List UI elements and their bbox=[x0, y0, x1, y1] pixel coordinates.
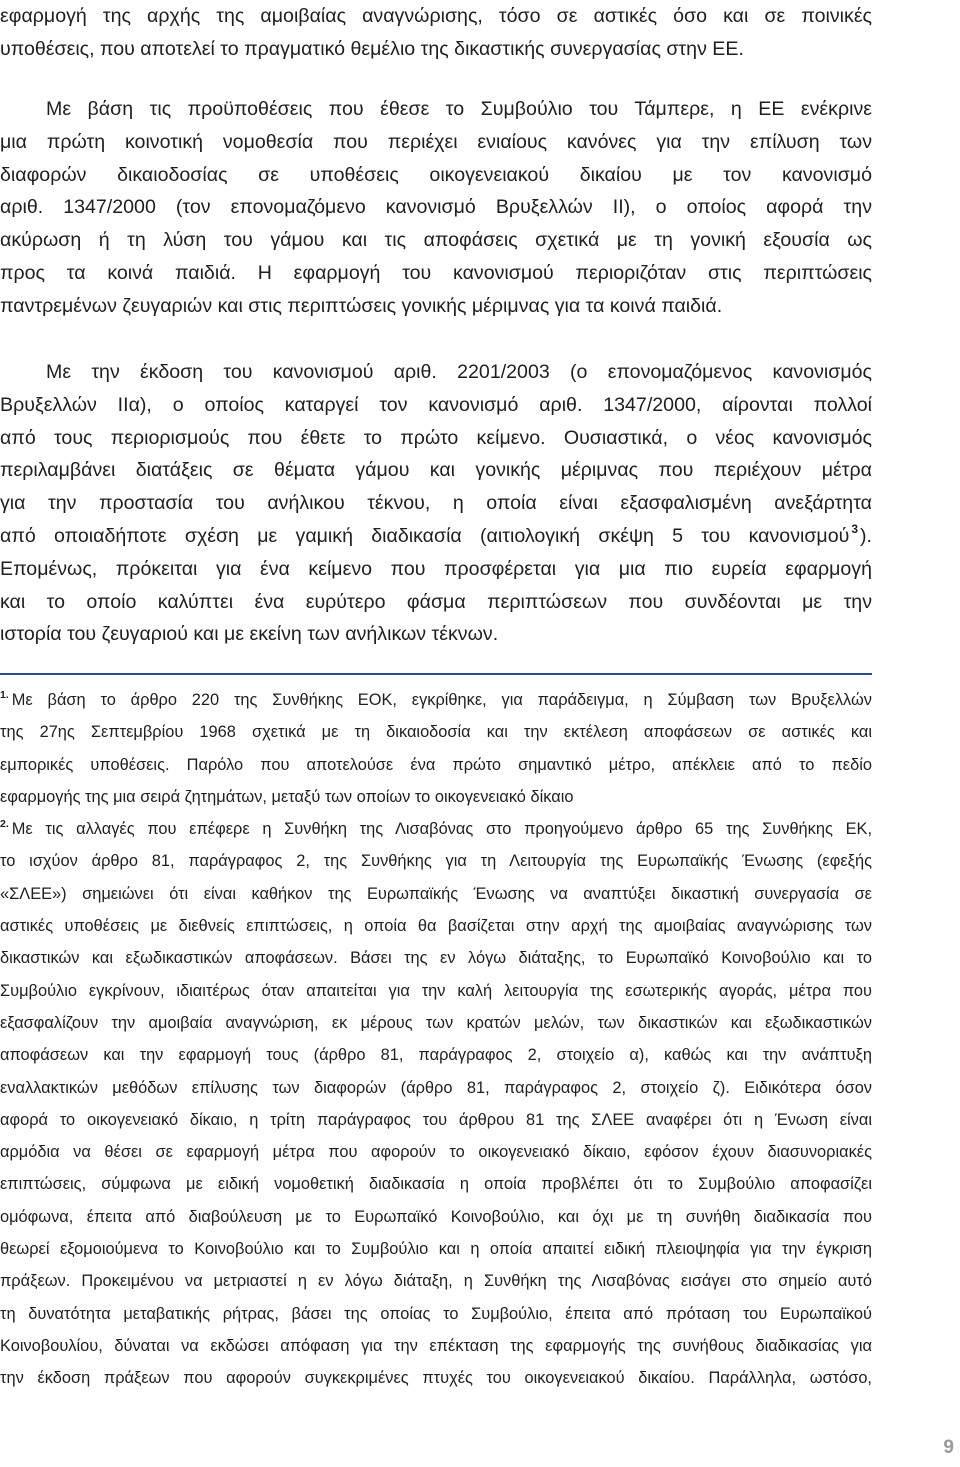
footnote-line: Κοινοβουλίου, δύναται να εκδώσει απόφαση για την επέκταση της εφαρμογής της συνήθους διαδικασίας για bbox=[0, 1336, 872, 1355]
text-line: από τους περιορισμούς που έθετε το πρώτο κείμενο. Ουσιαστικά, ο νέος κανονισμός bbox=[0, 426, 872, 449]
footnote-line: τη δυνατότητα μεταβατικής ρήτρας, βάσει της οποίας το Συμβούλιο, έπειτα από πρόταση του Ευρωπαϊκού bbox=[0, 1304, 872, 1323]
footnote-line: την έκδοση πράξεων που αφορούν συγκεκριμένες πτυχές του οικογενειακού δικαίου. Παράλληλα, ωστόσο, bbox=[0, 1369, 872, 1388]
footnote-line: αφορά το οικογενειακό δίκαιο, η τρίτη παράγραφος του άρθρου 81 της ΣΛΕΕ αναφέρει ότι η Ένωση είναι bbox=[0, 1110, 872, 1129]
footnote-line: εμπορικές υποθέσεις. Παρόλο που αποτελούσε ένα πρώτο σημαντικό μέτρο, απέκλειε από το πεδίο bbox=[0, 755, 872, 774]
text-line: ακύρωση ή τη λύση του γάμου και τις αποφάσεις σχετικά με τη γονική εξουσία ως bbox=[0, 229, 872, 252]
footnote-2-line bbox=[0, 813, 872, 845]
page-number: 9 bbox=[943, 1437, 954, 1458]
text-line: διαφορών δικαιοδοσίας σε υποθέσεις οικογενειακού δικαίου με τον κανονισμό bbox=[0, 163, 872, 186]
text-line: μια πρώτη κοινοτική νομοθεσία που περιέχει ενιαίους κανόνες για την επίλυση των bbox=[0, 130, 872, 153]
text-line-with-reference bbox=[0, 520, 872, 553]
footnote-2-mark: 2. bbox=[0, 818, 9, 831]
footnote-line: αστικές υποθέσεις με διεθνείς επιπτώσεις, η οποία θα βασίζεται στην αρχή της αμοιβαίας αναγνώρισης των bbox=[0, 917, 872, 936]
paragraph-tampere bbox=[0, 93, 872, 323]
footnote-line: το ισχύον άρθρο 81, παράγραφος 2, της Συνθήκης για τη Λειτουργία της Ευρωπαϊκής Ένωσης (εφεξής bbox=[0, 852, 872, 871]
footnote-line: επιπτώσεις, σύμφωνα με ειδική νομοθετική διαδικασία η οποία προβλέπει ότι το Συμβούλιο αποφασίζει bbox=[0, 1175, 872, 1194]
footnote-1-line bbox=[0, 684, 872, 716]
text-line: προς τα κοινά παιδιά. Η εφαρμογή του κανονισμού περιοριζόταν στις περιπτώσεις bbox=[0, 261, 872, 284]
footnote-line: δικαστικών και εξωδικαστικών αποφάσεων. Βάσει της εν λόγω διάταξης, το Ευρωπαϊκό Κοινοβούλιο και το bbox=[0, 949, 872, 968]
text-line: υποθέσεις, που αποτελεί το πραγματικό θεμέλιο της δικαστικής συνεργασίας στην ΕΕ. bbox=[0, 37, 744, 60]
text-line: ιστορία του ζευγαριού και με εκείνη των ανήλικων τέκνων. bbox=[0, 623, 499, 646]
text-line: αριθ. 1347/2000 (τον επονομαζόμενο κανονισμό Βρυξελλών ΙΙ), ο οποίος αφορά την bbox=[0, 196, 872, 219]
text-fragment: Με βάση το άρθρο 220 της Συνθήκης ΕΟΚ, εγκρίθηκε, για παράδειγμα, η Σύμβαση των Βρυξελλών bbox=[11, 691, 872, 709]
footnote-line: «ΣΛΕΕ») σημειώνει ότι είναι καθήκον της Ευρωπαϊκής Ένωσης να αναπτύξει δικαστική συνεργασία σε bbox=[0, 884, 872, 903]
footnote-line: θεωρεί εξομοιούμενα το Κοινοβούλιο και το Συμβούλιο και η οποία απαιτεί ειδική πλειοψηφία για την έγκριση bbox=[0, 1240, 872, 1259]
text-fragment: ). bbox=[860, 524, 872, 547]
text-line: Βρυξελλών ΙΙα), ο οποίος καταργεί τον κανονισμό αριθ. 1347/2000, αίρονται πολλοί bbox=[0, 393, 872, 416]
text-fragment: Με τις αλλαγές που επέφερε η Συνθήκη της Λισαβόνας στο προηγούμενο άρθρο 65 της Συνθήκης ΕΚ, bbox=[11, 820, 872, 839]
footnotes bbox=[0, 684, 872, 1395]
footnote-line: αρμόδια να θέσει σε εφαρμογή μέτρα που αφορούν το οικογενειακό δίκαιο, εφόσον έχουν διασυνοριακές bbox=[0, 1143, 872, 1162]
text-line: Με την έκδοση του κανονισμού αριθ. 2201/2003 (ο επονομαζόμενος κανονισμός bbox=[46, 361, 872, 383]
text-fragment: από οποιαδήποτε σχέση με γαμική διαδικασία (αιτιολογική σκέψη 5 του κανονισμού bbox=[0, 524, 850, 547]
footnote-line: ομόφωνα, έπειτα από διαβούλευση με το Ευρωπαϊκό Κοινοβούλιο, και όχι με τη συνήθη διαδικασία που bbox=[0, 1207, 872, 1226]
footnote-separator bbox=[0, 673, 872, 675]
text-line: εφαρμογή της αρχής της αμοιβαίας αναγνώρισης, τόσο σε αστικές όσο και σε ποινικές bbox=[0, 5, 872, 27]
footnote-line: Συμβούλιο εγκρίνουν, ιδιαιτέρως όταν απαιτείται για την καλή λειτουργία της εσωτερικής αγοράς, μέτρα που bbox=[0, 981, 872, 1000]
text-line: και το οποίο καλύπτει ένα ευρύτερο φάσμα περιπτώσεων που συνδέονται με την bbox=[0, 590, 872, 613]
footnote-line: εφαρμογής της μια σειρά ζητημάτων, μεταξύ των οποίων το οικογενειακό δίκαιο bbox=[0, 787, 574, 806]
text-line: Με βάση τις προϋποθέσεις που έθεσε το Συμβούλιο του Τάμπερε, η ΕΕ ενέκρινε bbox=[46, 98, 872, 120]
text-line: Επομένως, πρόκειται για ένα κείμενο που προσφέρεται για μια πιο ευρεία εφαρμογή bbox=[0, 557, 872, 580]
footnote-reference: 3 bbox=[851, 521, 859, 536]
footnote-line: εξασφαλίζουν την αμοιβαία αναγνώριση, εκ μέρους των κρατών μελών, των δικαστικών και εξωδικαστικών bbox=[0, 1013, 872, 1032]
footnote-line: εναλλακτικών μεθόδων επίλυσης των διαφορών (άρθρο 81, παράγραφος 2, στοιχείο ζ). Ειδικότερα όσον bbox=[0, 1078, 872, 1097]
text-line: για την προστασία του ανήλικου τέκνου, η οποία είναι εξασφαλισμένη ανεξάρτητα bbox=[0, 492, 872, 515]
footnote-line: της 27ης Σεπτεμβρίου 1968 σχετικά με τη δικαιοδοσία και την εκτέλεση αποφάσεων σε αστικές και bbox=[0, 723, 872, 742]
text-line: παντρεμένων ζευγαριών και στις περιπτώσεις γονικής μέριμνας για τα κοινά παιδιά. bbox=[0, 294, 723, 317]
paragraph-continuation bbox=[0, 0, 872, 66]
footnote-line: αποφάσεων και την εφαρμογή τους (άρθρο 81, παράγραφος 2, στοιχείο α), καθώς και την ανάπτυξη bbox=[0, 1046, 872, 1065]
paragraph-brussels-iia bbox=[0, 356, 872, 651]
footnote-1-mark: 1. bbox=[0, 689, 9, 701]
text-line: περιλαμβάνει διατάξεις σε θέματα γάμου και γονικής μέριμνας που περιέχουν μέτρα bbox=[0, 459, 872, 482]
footnote-line: πράξεων. Προκειμένου να μετριαστεί η εν λόγω διάταξη, η Συνθήκη της Λισαβόνας εισάγει στο σημείο αυτό bbox=[0, 1272, 872, 1291]
